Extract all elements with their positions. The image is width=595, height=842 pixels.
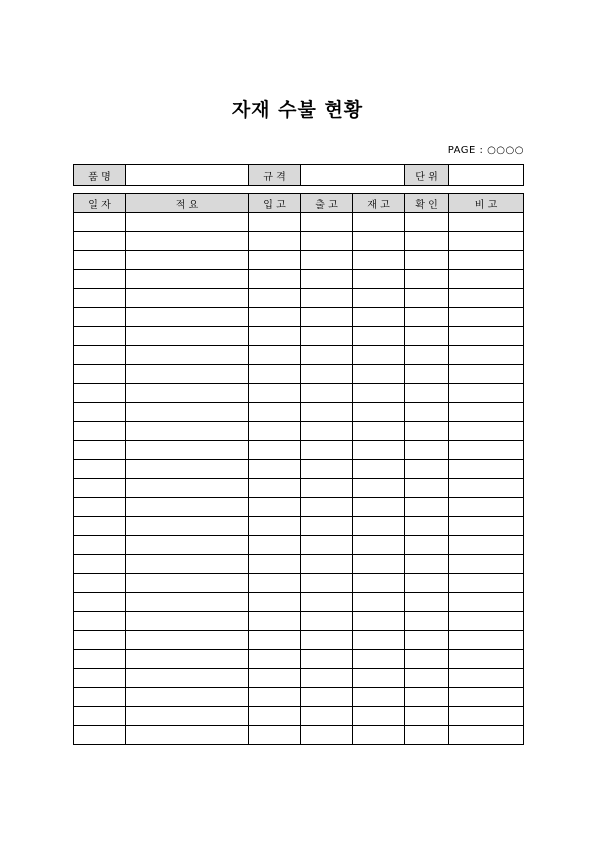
date-cell[interactable] <box>74 270 126 289</box>
issue-cell[interactable] <box>301 251 353 270</box>
stock-cell[interactable] <box>353 384 405 403</box>
remarks-cell[interactable] <box>449 346 524 365</box>
summary-cell[interactable] <box>126 669 249 688</box>
remarks-cell[interactable] <box>449 384 524 403</box>
remarks-cell[interactable] <box>449 460 524 479</box>
table-row <box>74 422 524 441</box>
confirm-cell[interactable] <box>405 327 449 346</box>
confirm-cell[interactable] <box>405 289 449 308</box>
issue-cell[interactable] <box>301 726 353 745</box>
issue-cell[interactable] <box>301 213 353 232</box>
document-title: 자재 수불 현황 <box>231 99 364 121</box>
confirm-cell[interactable] <box>405 270 449 289</box>
date-cell[interactable] <box>74 289 126 308</box>
confirm-cell[interactable] <box>405 346 449 365</box>
confirm-cell[interactable] <box>405 232 449 251</box>
date-cell[interactable] <box>74 574 126 593</box>
confirm-cell[interactable] <box>405 612 449 631</box>
stock-cell[interactable] <box>353 289 405 308</box>
summary-cell[interactable] <box>126 631 249 650</box>
stock-cell[interactable] <box>353 327 405 346</box>
receipt-cell[interactable] <box>249 631 301 650</box>
receipt-cell[interactable] <box>249 213 301 232</box>
date-cell[interactable] <box>74 593 126 612</box>
table-row <box>74 479 524 498</box>
confirm-cell[interactable] <box>405 536 449 555</box>
date-cell[interactable] <box>74 631 126 650</box>
column-header-confirm: 확 인 <box>405 194 449 213</box>
table-row <box>74 707 524 726</box>
date-cell[interactable] <box>74 460 126 479</box>
remarks-cell[interactable] <box>449 707 524 726</box>
date-cell[interactable] <box>74 365 126 384</box>
remarks-cell[interactable] <box>449 270 524 289</box>
confirm-cell[interactable] <box>405 669 449 688</box>
stock-cell[interactable] <box>353 688 405 707</box>
remarks-cell[interactable] <box>449 726 524 745</box>
issue-cell[interactable] <box>301 555 353 574</box>
confirm-cell[interactable] <box>405 384 449 403</box>
stock-cell[interactable] <box>353 650 405 669</box>
summary-cell[interactable] <box>126 346 249 365</box>
date-cell[interactable] <box>74 479 126 498</box>
date-cell[interactable] <box>74 612 126 631</box>
issue-cell[interactable] <box>301 593 353 612</box>
issue-cell[interactable] <box>301 441 353 460</box>
issue-cell[interactable] <box>301 460 353 479</box>
table-row <box>74 346 524 365</box>
summary-cell[interactable] <box>126 403 249 422</box>
issue-cell[interactable] <box>301 517 353 536</box>
summary-cell[interactable] <box>126 726 249 745</box>
confirm-cell[interactable] <box>405 726 449 745</box>
remarks-cell[interactable] <box>449 669 524 688</box>
issue-cell[interactable] <box>301 669 353 688</box>
confirm-cell[interactable] <box>405 574 449 593</box>
summary-cell[interactable] <box>126 574 249 593</box>
receipt-cell[interactable] <box>249 270 301 289</box>
table-row <box>74 460 524 479</box>
remarks-cell[interactable] <box>449 289 524 308</box>
date-cell[interactable] <box>74 308 126 327</box>
confirm-cell[interactable] <box>405 441 449 460</box>
issue-cell[interactable] <box>301 270 353 289</box>
summary-cell[interactable] <box>126 498 249 517</box>
confirm-cell[interactable] <box>405 403 449 422</box>
receipt-cell[interactable] <box>249 289 301 308</box>
stock-cell[interactable] <box>353 612 405 631</box>
confirm-cell[interactable] <box>405 593 449 612</box>
issue-cell[interactable] <box>301 650 353 669</box>
stock-cell[interactable] <box>353 232 405 251</box>
column-header-issue: 출 고 <box>301 194 353 213</box>
stock-cell[interactable] <box>353 365 405 384</box>
table-row <box>74 593 524 612</box>
confirm-cell[interactable] <box>405 688 449 707</box>
remarks-cell[interactable] <box>449 441 524 460</box>
issue-cell[interactable] <box>301 612 353 631</box>
remarks-cell[interactable] <box>449 403 524 422</box>
receipt-cell[interactable] <box>249 726 301 745</box>
confirm-cell[interactable] <box>405 555 449 574</box>
summary-cell[interactable] <box>126 688 249 707</box>
remarks-cell[interactable] <box>449 308 524 327</box>
date-cell[interactable] <box>74 536 126 555</box>
confirm-cell[interactable] <box>405 460 449 479</box>
table-row <box>74 384 524 403</box>
receipt-cell[interactable] <box>249 346 301 365</box>
receipt-cell[interactable] <box>249 308 301 327</box>
issue-cell[interactable] <box>301 479 353 498</box>
summary-cell[interactable] <box>126 308 249 327</box>
summary-cell[interactable] <box>126 517 249 536</box>
remarks-cell[interactable] <box>449 422 524 441</box>
summary-cell[interactable] <box>126 251 249 270</box>
page-number-label: PAGE : ○○○○ <box>447 145 524 156</box>
stock-cell[interactable] <box>353 574 405 593</box>
item-info-table <box>73 164 524 186</box>
stock-cell[interactable] <box>353 346 405 365</box>
stock-cell[interactable] <box>353 498 405 517</box>
column-header-remarks: 비 고 <box>449 194 524 213</box>
stock-cell[interactable] <box>353 270 405 289</box>
table-row <box>74 232 524 251</box>
receipt-cell[interactable] <box>249 536 301 555</box>
receipt-cell[interactable] <box>249 479 301 498</box>
stock-cell[interactable] <box>353 536 405 555</box>
summary-cell[interactable] <box>126 536 249 555</box>
remarks-cell[interactable] <box>449 593 524 612</box>
stock-cell[interactable] <box>353 479 405 498</box>
remarks-cell[interactable] <box>449 479 524 498</box>
remarks-cell[interactable] <box>449 517 524 536</box>
date-cell[interactable] <box>74 498 126 517</box>
table-row <box>74 726 524 745</box>
issue-cell[interactable] <box>301 498 353 517</box>
summary-cell[interactable] <box>126 365 249 384</box>
issue-cell[interactable] <box>301 688 353 707</box>
issue-cell[interactable] <box>301 707 353 726</box>
unit-field[interactable] <box>449 165 524 186</box>
issue-cell[interactable] <box>301 536 353 555</box>
issue-cell[interactable] <box>301 403 353 422</box>
confirm-cell[interactable] <box>405 650 449 669</box>
receipt-cell[interactable] <box>249 327 301 346</box>
summary-cell[interactable] <box>126 612 249 631</box>
table-row <box>74 251 524 270</box>
issue-cell[interactable] <box>301 384 353 403</box>
stock-cell[interactable] <box>353 422 405 441</box>
receipt-cell[interactable] <box>249 403 301 422</box>
issue-cell[interactable] <box>301 308 353 327</box>
remarks-cell[interactable] <box>449 555 524 574</box>
receipt-cell[interactable] <box>249 593 301 612</box>
issue-cell[interactable] <box>301 365 353 384</box>
summary-cell[interactable] <box>126 327 249 346</box>
remarks-cell[interactable] <box>449 650 524 669</box>
receipt-cell[interactable] <box>249 384 301 403</box>
confirm-cell[interactable] <box>405 422 449 441</box>
date-cell[interactable] <box>74 384 126 403</box>
table-row <box>74 327 524 346</box>
stock-cell[interactable] <box>353 441 405 460</box>
date-cell[interactable] <box>74 232 126 251</box>
ledger-header-row <box>74 194 524 213</box>
receipt-cell[interactable] <box>249 707 301 726</box>
remarks-cell[interactable] <box>449 327 524 346</box>
item-name-label: 품 명 <box>74 165 126 186</box>
confirm-cell[interactable] <box>405 517 449 536</box>
issue-cell[interactable] <box>301 422 353 441</box>
summary-cell[interactable] <box>126 707 249 726</box>
summary-cell[interactable] <box>126 441 249 460</box>
confirm-cell[interactable] <box>405 251 449 270</box>
stock-cell[interactable] <box>353 726 405 745</box>
stock-cell[interactable] <box>353 213 405 232</box>
table-row <box>74 441 524 460</box>
receipt-cell[interactable] <box>249 441 301 460</box>
remarks-cell[interactable] <box>449 498 524 517</box>
receipt-cell[interactable] <box>249 517 301 536</box>
issue-cell[interactable] <box>301 631 353 650</box>
summary-cell[interactable] <box>126 479 249 498</box>
table-row <box>74 650 524 669</box>
table-row <box>74 536 524 555</box>
table-row <box>74 365 524 384</box>
date-cell[interactable] <box>74 669 126 688</box>
table-row <box>74 289 524 308</box>
remarks-cell[interactable] <box>449 251 524 270</box>
summary-cell[interactable] <box>126 213 249 232</box>
date-cell[interactable] <box>74 517 126 536</box>
stock-cell[interactable] <box>353 593 405 612</box>
summary-cell[interactable] <box>126 232 249 251</box>
confirm-cell[interactable] <box>405 498 449 517</box>
receipt-cell[interactable] <box>249 251 301 270</box>
summary-cell[interactable] <box>126 593 249 612</box>
receipt-cell[interactable] <box>249 365 301 384</box>
receipt-cell[interactable] <box>249 422 301 441</box>
column-header-stock: 재 고 <box>353 194 405 213</box>
remarks-cell[interactable] <box>449 365 524 384</box>
table-row <box>74 574 524 593</box>
stock-cell[interactable] <box>353 707 405 726</box>
remarks-cell[interactable] <box>449 631 524 650</box>
date-cell[interactable] <box>74 422 126 441</box>
table-row <box>74 631 524 650</box>
table-row <box>74 308 524 327</box>
summary-cell[interactable] <box>126 422 249 441</box>
stock-cell[interactable] <box>353 251 405 270</box>
summary-cell[interactable] <box>126 460 249 479</box>
stock-cell[interactable] <box>353 517 405 536</box>
stock-cell[interactable] <box>353 555 405 574</box>
date-cell[interactable] <box>74 346 126 365</box>
confirm-cell[interactable] <box>405 308 449 327</box>
summary-cell[interactable] <box>126 384 249 403</box>
table-row <box>74 517 524 536</box>
date-cell[interactable] <box>74 403 126 422</box>
issue-cell[interactable] <box>301 574 353 593</box>
column-header-receipt: 입 고 <box>249 194 301 213</box>
stock-cell[interactable] <box>353 669 405 688</box>
receipt-cell[interactable] <box>249 612 301 631</box>
table-row <box>74 403 524 422</box>
receipt-cell[interactable] <box>249 688 301 707</box>
date-cell[interactable] <box>74 441 126 460</box>
summary-cell[interactable] <box>126 289 249 308</box>
receipt-cell[interactable] <box>249 555 301 574</box>
issue-cell[interactable] <box>301 327 353 346</box>
confirm-cell[interactable] <box>405 631 449 650</box>
receipt-cell[interactable] <box>249 232 301 251</box>
summary-cell[interactable] <box>126 270 249 289</box>
remarks-cell[interactable] <box>449 536 524 555</box>
item-info-row <box>74 165 524 186</box>
stock-cell[interactable] <box>353 631 405 650</box>
spec-label: 규 격 <box>249 165 301 186</box>
receipt-cell[interactable] <box>249 669 301 688</box>
stock-cell[interactable] <box>353 308 405 327</box>
confirm-cell[interactable] <box>405 479 449 498</box>
receipt-cell[interactable] <box>249 498 301 517</box>
table-row <box>74 688 524 707</box>
table-row <box>74 669 524 688</box>
stock-cell[interactable] <box>353 460 405 479</box>
table-row <box>74 612 524 631</box>
remarks-cell[interactable] <box>449 688 524 707</box>
date-cell[interactable] <box>74 327 126 346</box>
receipt-cell[interactable] <box>249 460 301 479</box>
spec-field[interactable] <box>301 165 405 186</box>
table-row <box>74 555 524 574</box>
date-cell[interactable] <box>74 707 126 726</box>
column-header-summary: 적 요 <box>126 194 249 213</box>
issue-cell[interactable] <box>301 346 353 365</box>
issue-cell[interactable] <box>301 289 353 308</box>
date-cell[interactable] <box>74 726 126 745</box>
column-header-date: 일 자 <box>74 194 126 213</box>
remarks-cell[interactable] <box>449 232 524 251</box>
table-row <box>74 498 524 517</box>
confirm-cell[interactable] <box>405 707 449 726</box>
ledger-table <box>73 193 524 745</box>
table-row <box>74 270 524 289</box>
issue-cell[interactable] <box>301 232 353 251</box>
receipt-cell[interactable] <box>249 650 301 669</box>
date-cell[interactable] <box>74 688 126 707</box>
remarks-cell[interactable] <box>449 574 524 593</box>
confirm-cell[interactable] <box>405 213 449 232</box>
item-name-field[interactable] <box>126 165 249 186</box>
summary-cell[interactable] <box>126 555 249 574</box>
date-cell[interactable] <box>74 251 126 270</box>
remarks-cell[interactable] <box>449 612 524 631</box>
summary-cell[interactable] <box>126 650 249 669</box>
remarks-cell[interactable] <box>449 213 524 232</box>
receipt-cell[interactable] <box>249 574 301 593</box>
date-cell[interactable] <box>74 650 126 669</box>
unit-label: 단 위 <box>405 165 449 186</box>
stock-cell[interactable] <box>353 403 405 422</box>
date-cell[interactable] <box>74 213 126 232</box>
date-cell[interactable] <box>74 555 126 574</box>
confirm-cell[interactable] <box>405 365 449 384</box>
table-row <box>74 213 524 232</box>
